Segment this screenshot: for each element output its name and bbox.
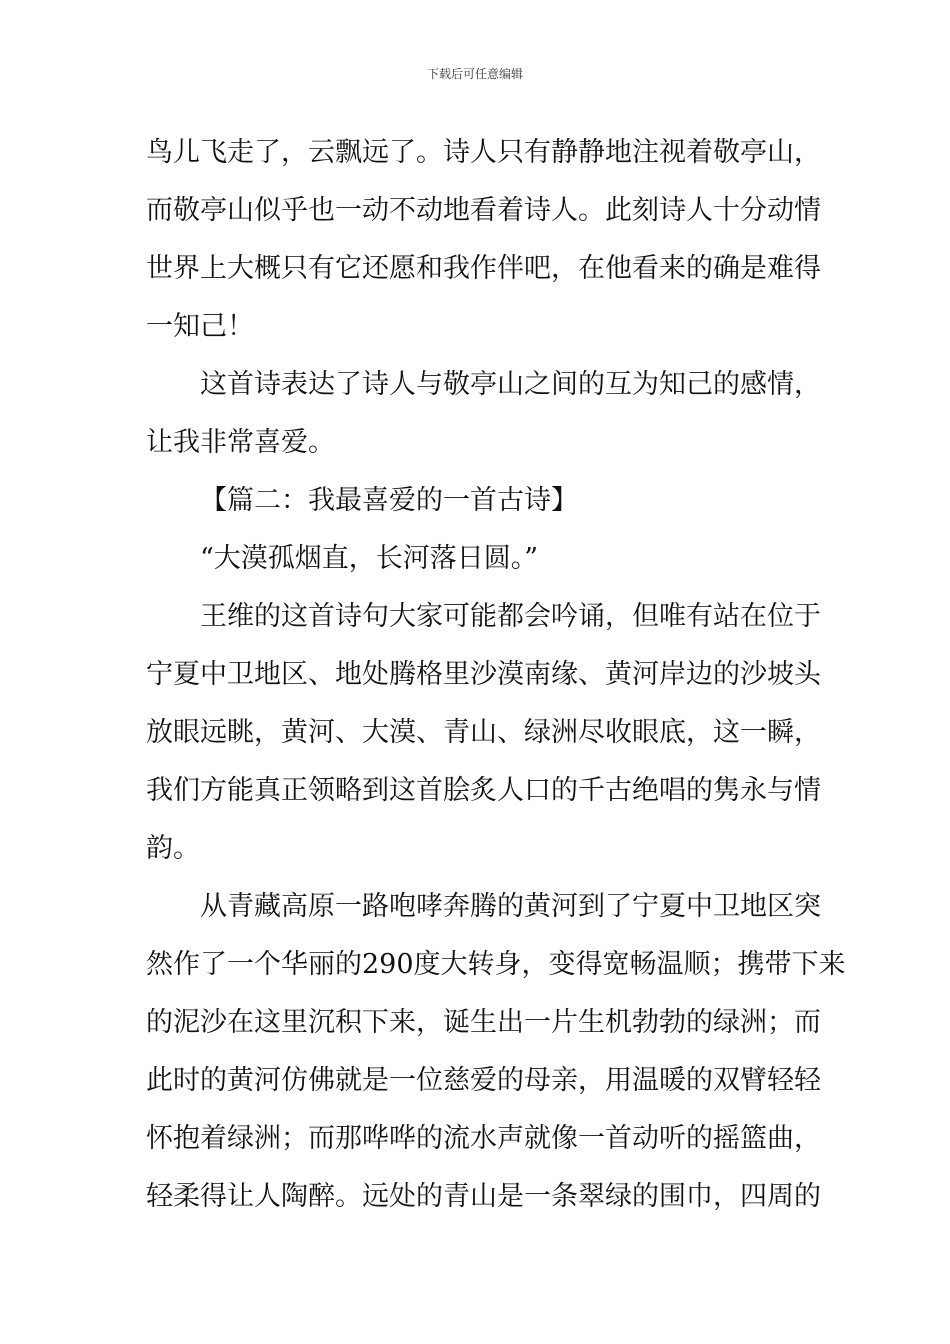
paragraph-start: 王维的这首诗句大家可能都会吟诵，但唯有站在位于 bbox=[200, 601, 821, 632]
text-line: 韵。 bbox=[146, 833, 200, 864]
paragraph-start: 从青藏高原一路咆哮奔腾的黄河到了宁夏中卫地区突 bbox=[200, 891, 821, 922]
text-line: 一知己！ bbox=[146, 311, 254, 342]
text-line: 怀抱着绿洲；而那哗哗的流水声就像一首动听的摇篮曲， bbox=[146, 1123, 821, 1154]
paragraph-start: 这首诗表达了诗人与敬亭山之间的互为知己的感情， bbox=[200, 369, 821, 400]
text-line: 世界上大概只有它还愿和我作伴吧，在他看来的确是难得 bbox=[146, 253, 821, 284]
document-body bbox=[146, 124, 846, 1226]
text-line: 鸟儿飞走了，云飘远了。诗人只有静静地注视着敬亭山， bbox=[146, 137, 821, 168]
text-line: 的泥沙在这里沉积下来，诞生出一片生机勃勃的绿洲；而 bbox=[146, 1007, 821, 1038]
text-line: 轻柔得让人陶醉。远处的青山是一条翠绿的围巾，四周的 bbox=[146, 1181, 821, 1212]
poem-quote: “大漠孤烟直，长河落日圆。” bbox=[200, 543, 539, 574]
page-header: 下载后可任意编辑 bbox=[426, 67, 523, 81]
text-line: 我们方能真正领略到这首脍炙人口的千古绝唱的隽永与情 bbox=[146, 775, 821, 806]
text-line: 此时的黄河仿佛就是一位慈爱的母亲，用温暖的双臂轻轻 bbox=[146, 1065, 821, 1096]
text-line: 宁夏中卫地区、地处腾格里沙漠南缘、黄河岸边的沙坡头 bbox=[146, 659, 821, 690]
text-line: 让我非常喜爱。 bbox=[146, 427, 335, 458]
text-line: 然作了一个华丽的290度大转身，变得宽畅温顺；携带下来 bbox=[146, 949, 846, 980]
section-heading: 【篇二：我最喜爱的一首古诗】 bbox=[200, 485, 578, 516]
text-line: 放眼远眺，黄河、大漠、青山、绿洲尽收眼底，这一瞬， bbox=[146, 717, 821, 748]
text-line: 而敬亭山似乎也一动不动地看着诗人。此刻诗人十分动情 bbox=[146, 195, 821, 226]
